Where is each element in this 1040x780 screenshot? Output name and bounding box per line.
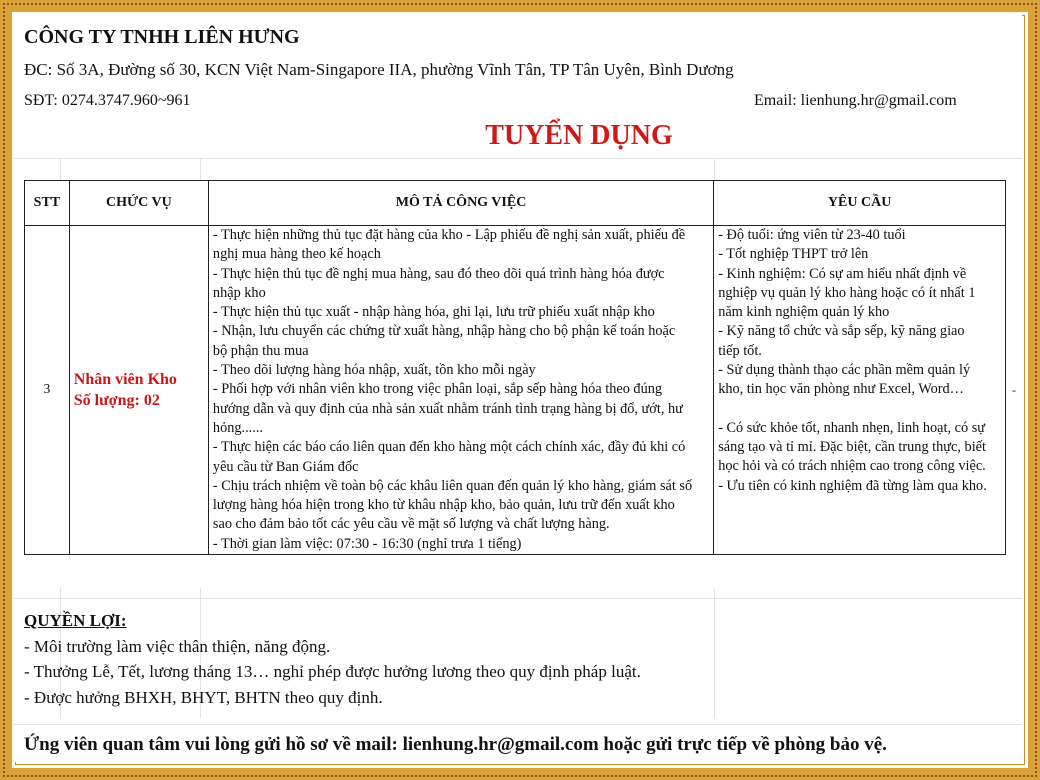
page-title: TUYỂN DỤNG (485, 120, 673, 151)
header-pad (1006, 181, 1022, 226)
requirement-line: tiếp tốt. (718, 342, 762, 359)
description-line: - Thực hiện thủ tục đề nghị mua hàng, sau đó theo dõi quá trình hàng hóa được (212, 265, 665, 282)
row-description (208, 226, 713, 555)
requirement-line: - Độ tuổi: ứng viên từ 23-40 tuổi (718, 227, 906, 243)
header-requirements: YÊU CẦU (714, 181, 1006, 226)
requirement-line: - Tốt nghiệp THPT trở lên (718, 246, 869, 263)
description-line: - Thực hiện những thủ tục đặt hàng của kho - Lập phiếu đề nghị sản xuất, phiếu đề (212, 227, 686, 243)
description-line: hướng dẫn và quy định của nhà sản xuất nhằm tránh tình trạng hàng bị đổ, ướt, hư (212, 400, 683, 417)
description-line: - Theo dõi lượng hàng hóa nhập, xuất, tồn kho mỗi ngày (212, 362, 536, 379)
grid-line (14, 598, 1022, 599)
description-line: nghị mua hàng theo kế hoạch (212, 246, 381, 263)
description-line: nhập kho (212, 284, 266, 301)
benefits-section (24, 608, 641, 710)
grid-line (14, 158, 1022, 159)
grid-line (714, 588, 715, 718)
row-requirements (714, 226, 1006, 555)
application-note: Ứng viên quan tâm vui lòng gửi hồ sơ về mail: lienhung.hr@gmail.com hoặc gửi trực tiếp về phòng bảo vệ. (24, 734, 887, 755)
grid-line (60, 158, 61, 180)
company-name: CÔNG TY TNHH LIÊN HƯNG (24, 26, 300, 48)
description-line: yêu cầu từ Ban Giám đốc (212, 458, 359, 475)
header-stt: STT (25, 181, 70, 226)
position-quantity: Số lượng: 02 (73, 392, 160, 410)
job-table (24, 180, 1022, 555)
requirement-line: năm kinh nghiệm quản lý kho (718, 304, 890, 321)
benefit-item: - Được hưởng BHXH, BHYT, BHTN theo quy định. (24, 687, 383, 707)
company-email: Email: lienhung.hr@gmail.com (754, 92, 957, 109)
benefits-heading: QUYỀN LỢI: (24, 611, 127, 630)
requirement-line: nghiệp vụ quản lý kho hàng hoặc có ít nhất 1 (718, 284, 976, 301)
description-line: - Chịu trách nhiệm về toàn bộ các khâu liên quan đến quản lý kho hàng, giám sát số (212, 477, 693, 494)
grid-line (14, 724, 1022, 725)
requirement-line: - Ưu tiên có kinh nghiệm đã từng làm qua kho. (718, 477, 987, 494)
grid-line (714, 158, 715, 180)
row-position (69, 226, 208, 555)
position-title: Nhân viên Kho (73, 371, 177, 389)
benefit-item: - Môi trường làm việc thân thiện, năng động. (24, 636, 331, 656)
description-line: - Nhận, lưu chuyển các chứng từ xuất hàng, nhập hàng cho bộ phận kế toán hoặc (212, 323, 676, 340)
recruitment-sheet (14, 14, 1022, 762)
description-line: sao cho đảm bảo tốt các yêu cầu về mặt số lượng và chất lượng hàng. (212, 516, 610, 533)
header-position: CHỨC VỤ (69, 181, 208, 226)
requirement-line: học hỏi và có trách nhiệm cao trong công việc. (718, 458, 986, 475)
requirement-spacer (718, 400, 1001, 419)
description-line: bộ phận thu mua (212, 342, 309, 359)
requirement-line: kho, tin học văn phòng như Excel, Word… (718, 381, 964, 398)
requirement-line: - Có sức khỏe tốt, nhanh nhẹn, linh hoạt, có sự (718, 419, 986, 436)
description-line: - Phối hợp với nhân viên kho trong việc phân loại, sắp sếp hàng hóa theo đúng (212, 381, 663, 398)
description-line: lượng hàng hóa hiện trong kho từ khâu nhập kho, bảo quản, lưu trữ đến xuất kho (212, 497, 675, 514)
grid-line (200, 158, 201, 180)
row-pad-mark: - (1006, 226, 1022, 555)
requirement-line: - Sử dụng thành thạo các phần mềm quản lý (718, 362, 971, 379)
requirement-line: sáng tạo và tỉ mỉ. Đặc biệt, cần trung thực, biết (718, 438, 986, 455)
table-header-row (25, 181, 1023, 226)
row-stt: 3 (25, 226, 70, 555)
requirement-line: - Kỹ năng tổ chức và sắp sếp, kỹ năng giao (718, 323, 965, 340)
requirement-line: - Kinh nghiệm: Có sự am hiểu nhất định về (718, 265, 967, 282)
company-address: ĐC: Số 3A, Đường số 30, KCN Việt Nam-Singapore IIA, phường Vĩnh Tân, TP Tân Uyên, Bình Dương (24, 60, 734, 79)
description-line: - Thực hiện thủ tục xuất - nhập hàng hóa, ghi lại, lưu trữ phiếu xuất nhập kho (212, 304, 655, 321)
header-description: MÔ TẢ CÔNG VIỆC (208, 181, 713, 226)
description-line: - Thời gian làm việc: 07:30 - 16:30 (nghỉ trưa 1 tiếng) (212, 535, 522, 552)
benefit-item: - Thưởng Lễ, Tết, lương tháng 13… nghỉ phép được hưởng lương theo quy định pháp luật. (24, 662, 641, 681)
company-phone: SĐT: 0274.3747.960~961 (24, 92, 191, 109)
table-row (25, 226, 1023, 555)
description-line: hỏng...... (212, 419, 263, 436)
description-line: - Thực hiện các báo cáo liên quan đến kho hàng một cách chính xác, đầy đủ khi có (212, 439, 686, 456)
